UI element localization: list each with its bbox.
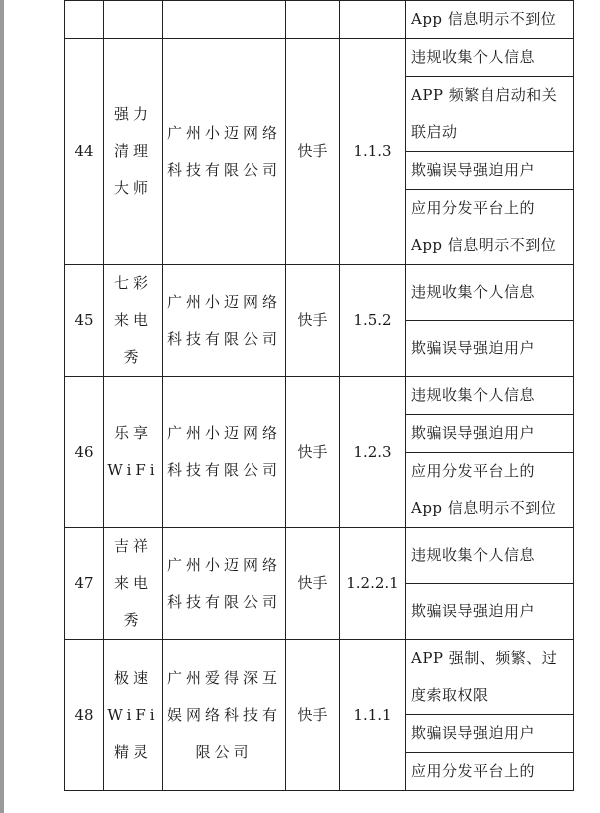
table-row <box>65 1 574 39</box>
company-line: 广州爱得深互 <box>166 668 281 687</box>
issue-text: 欺骗误导强迫用户 <box>411 339 536 357</box>
app-name-cell <box>104 528 163 640</box>
app-violation-table <box>64 0 574 791</box>
app-name-line: 清理 <box>113 142 152 160</box>
issue-cell <box>406 377 574 415</box>
issue-cell <box>406 528 574 584</box>
company-cell <box>163 528 286 640</box>
platform-cell: 快手 <box>286 528 340 640</box>
issue-cell <box>406 415 574 453</box>
app-name-line: WiFi <box>107 705 159 724</box>
issue-cell <box>406 77 574 152</box>
issue-cell <box>406 265 574 321</box>
app-name-cell <box>104 39 163 265</box>
issue-text: 应用分发平台上的 <box>411 762 536 780</box>
issue-cell <box>406 640 574 715</box>
issue-cell <box>406 584 574 640</box>
app-name-cell <box>104 377 163 528</box>
version-cell: 1.1.3 <box>340 39 406 265</box>
issue-cell <box>406 321 574 377</box>
page-edge-bar <box>0 0 4 813</box>
issue-text: 度索取权限 <box>411 686 489 704</box>
company-line: 科技有限公司 <box>166 329 281 348</box>
issue-text: App 信息明示不到位 <box>411 10 557 28</box>
issue-text: 欺骗误导强迫用户 <box>411 161 536 179</box>
issue-text: 联启动 <box>411 123 458 141</box>
platform-cell: 快手 <box>286 377 340 528</box>
issue-text: 欺骗误导强迫用户 <box>411 424 536 442</box>
empty-cell <box>286 1 340 39</box>
table-row <box>65 377 574 415</box>
version-cell: 1.5.2 <box>340 265 406 377</box>
issue-text: APP 频繁自启动和关 <box>411 86 558 104</box>
row-number-cell: 48 <box>65 640 104 791</box>
issue-cell <box>406 715 574 753</box>
table-body <box>65 1 574 791</box>
issue-cell <box>406 1 574 39</box>
issue-cell <box>406 753 574 791</box>
version-cell: 1.1.1 <box>340 640 406 791</box>
app-name-line: 大师 <box>113 179 152 197</box>
issue-cell <box>406 152 574 190</box>
app-name-line: 极速 <box>113 668 152 687</box>
platform-cell: 快手 <box>286 640 340 791</box>
app-name-cell <box>104 640 163 791</box>
app-name-line: 来电 <box>113 574 152 592</box>
company-line: 广州小迈网络 <box>166 424 281 442</box>
row-number-cell: 47 <box>65 528 104 640</box>
empty-cell <box>65 1 104 39</box>
issue-cell <box>406 190 574 265</box>
issue-text: 欺骗误导强迫用户 <box>411 602 536 620</box>
empty-cell <box>163 1 286 39</box>
company-line: 广州小迈网络 <box>166 123 281 142</box>
issue-text: App 信息明示不到位 <box>411 499 557 517</box>
issue-text: 欺骗误导强迫用户 <box>411 724 536 742</box>
issue-cell <box>406 453 574 528</box>
row-number-cell: 45 <box>65 265 104 377</box>
issue-text: 应用分发平台上的 <box>411 462 536 480</box>
app-name-line: 乐享 <box>113 424 152 442</box>
app-name-line: 强力 <box>113 105 152 123</box>
app-name-line: 来电 <box>113 311 152 329</box>
issue-text: 违规收集个人信息 <box>411 283 536 301</box>
version-cell: 1.2.2.1 <box>340 528 406 640</box>
app-name-line: 七彩 <box>113 274 152 292</box>
table-row <box>65 640 574 715</box>
issue-text: 应用分发平台上的 <box>411 199 536 217</box>
app-name-line: WiFi <box>107 461 159 479</box>
issue-cell <box>406 39 574 77</box>
issue-text: 违规收集个人信息 <box>411 48 536 66</box>
table-row <box>65 265 574 321</box>
platform-cell: 快手 <box>286 39 340 265</box>
company-line: 科技有限公司 <box>166 461 281 479</box>
company-line: 科技有限公司 <box>166 592 281 611</box>
empty-cell <box>340 1 406 39</box>
table-row <box>65 39 574 77</box>
company-line: 广州小迈网络 <box>166 555 281 574</box>
company-cell <box>163 265 286 377</box>
issue-text: App 信息明示不到位 <box>411 236 557 254</box>
table-row <box>65 528 574 584</box>
company-cell <box>163 377 286 528</box>
company-line: 科技有限公司 <box>166 160 281 179</box>
empty-cell <box>104 1 163 39</box>
row-number-cell: 44 <box>65 39 104 265</box>
company-line: 娱网络科技有 <box>166 705 281 724</box>
company-line: 限公司 <box>195 742 253 761</box>
app-name-cell <box>104 265 163 377</box>
issue-text: 违规收集个人信息 <box>411 386 536 404</box>
app-name-line: 吉祥 <box>113 537 152 555</box>
company-line: 广州小迈网络 <box>166 292 281 311</box>
issue-text: APP 强制、频繁、过 <box>411 649 558 667</box>
issue-text: 违规收集个人信息 <box>411 546 536 564</box>
version-cell: 1.2.3 <box>340 377 406 528</box>
company-cell <box>163 39 286 265</box>
app-name-line: 秀 <box>123 348 143 366</box>
row-number-cell: 46 <box>65 377 104 528</box>
app-name-line: 秀 <box>123 611 143 629</box>
platform-cell: 快手 <box>286 265 340 377</box>
company-cell <box>163 640 286 791</box>
app-name-line: 精灵 <box>113 742 152 761</box>
